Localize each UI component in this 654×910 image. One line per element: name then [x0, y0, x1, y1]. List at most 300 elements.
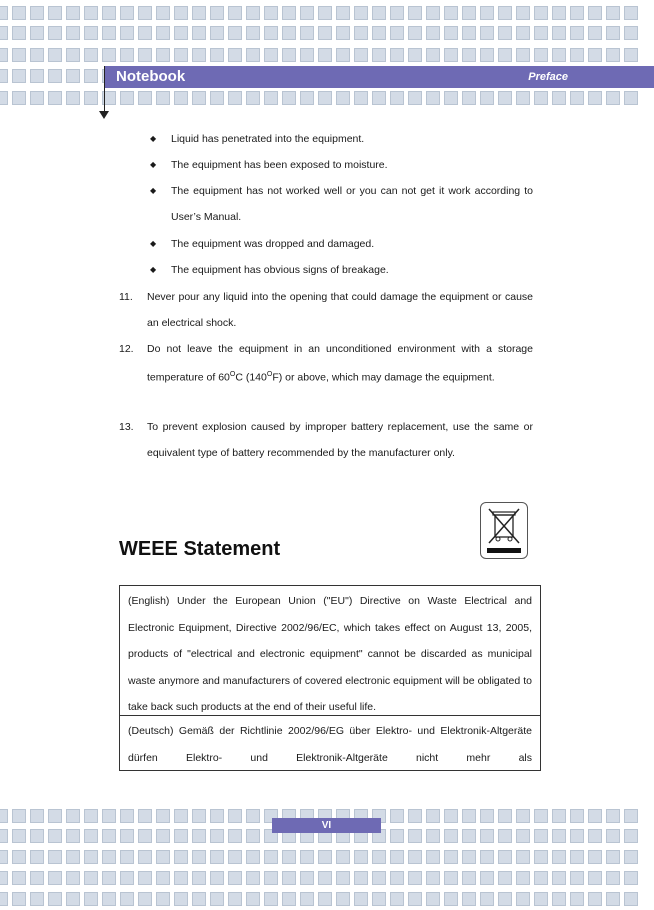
tile — [480, 48, 494, 62]
tile — [246, 809, 260, 823]
tile — [120, 26, 134, 40]
tile — [0, 69, 8, 83]
tile — [30, 26, 44, 40]
tile — [120, 871, 134, 885]
tile — [606, 809, 620, 823]
tile — [102, 850, 116, 864]
tile — [408, 871, 422, 885]
tile — [174, 809, 188, 823]
tile — [30, 6, 44, 20]
tile — [66, 91, 80, 105]
tile — [228, 809, 242, 823]
tile — [534, 809, 548, 823]
tile — [66, 48, 80, 62]
tile — [84, 48, 98, 62]
tile — [12, 26, 26, 40]
tile — [138, 48, 152, 62]
tile — [102, 48, 116, 62]
tile — [192, 892, 206, 906]
tile — [282, 26, 296, 40]
tile — [390, 892, 404, 906]
tile — [264, 26, 278, 40]
tile — [12, 829, 26, 843]
tile — [228, 850, 242, 864]
tile — [570, 26, 584, 40]
tile — [282, 871, 296, 885]
tile — [390, 48, 404, 62]
tile — [228, 892, 242, 906]
tile — [228, 829, 242, 843]
tile — [624, 850, 638, 864]
tile — [624, 809, 638, 823]
tile — [552, 850, 566, 864]
tile — [462, 48, 476, 62]
tile — [498, 829, 512, 843]
tile — [408, 6, 422, 20]
tile — [606, 871, 620, 885]
tile — [480, 26, 494, 40]
tile — [264, 48, 278, 62]
tile — [462, 6, 476, 20]
tile — [102, 892, 116, 906]
tile — [66, 892, 80, 906]
tile — [138, 6, 152, 20]
tile — [534, 850, 548, 864]
tile — [210, 829, 224, 843]
tile — [516, 26, 530, 40]
tile — [462, 26, 476, 40]
tile — [408, 809, 422, 823]
bullet-icon: ◆ — [150, 134, 157, 143]
tile — [174, 871, 188, 885]
tile — [336, 26, 350, 40]
tile — [228, 26, 242, 40]
list-item: ◆ The equipment has obvious signs of breakage. — [171, 257, 533, 283]
tile — [426, 48, 440, 62]
tile — [588, 829, 602, 843]
header-bar — [105, 66, 654, 88]
tile — [192, 91, 206, 105]
tile — [156, 91, 170, 105]
tile — [300, 6, 314, 20]
tile — [372, 850, 386, 864]
tile — [444, 850, 458, 864]
tile — [102, 26, 116, 40]
tile — [624, 892, 638, 906]
tile — [48, 809, 62, 823]
tile — [48, 48, 62, 62]
tile — [588, 26, 602, 40]
tile — [174, 6, 188, 20]
tile — [300, 91, 314, 105]
tile — [48, 829, 62, 843]
tile — [48, 892, 62, 906]
tile — [606, 91, 620, 105]
item-text: To prevent explosion caused by improper battery replacement, use the same or equivalent type of battery recommended by the manufacturer only. — [147, 421, 533, 459]
tile — [120, 829, 134, 843]
tile — [192, 829, 206, 843]
tile — [102, 809, 116, 823]
crossed-out-wheelie-bin-icon — [480, 502, 528, 559]
tile — [30, 829, 44, 843]
tile — [336, 91, 350, 105]
tile — [318, 850, 332, 864]
tile — [102, 6, 116, 20]
tile — [300, 48, 314, 62]
tile — [552, 26, 566, 40]
tile — [174, 91, 188, 105]
tile — [624, 26, 638, 40]
tile — [516, 809, 530, 823]
tile — [192, 26, 206, 40]
tile — [210, 850, 224, 864]
tile — [192, 809, 206, 823]
tile — [588, 850, 602, 864]
tile — [444, 809, 458, 823]
numbered-item — [119, 336, 533, 391]
numbered-item — [119, 284, 533, 336]
tile — [0, 850, 8, 864]
tile — [0, 892, 8, 906]
tile — [588, 809, 602, 823]
tile — [462, 871, 476, 885]
tile — [282, 48, 296, 62]
tile — [66, 6, 80, 20]
tile — [606, 6, 620, 20]
tile — [498, 892, 512, 906]
tile — [606, 829, 620, 843]
tile — [588, 48, 602, 62]
tile — [552, 48, 566, 62]
tile — [66, 850, 80, 864]
tile — [48, 69, 62, 83]
tile — [228, 91, 242, 105]
tile — [138, 91, 152, 105]
tile — [228, 48, 242, 62]
item-number: 11. — [119, 291, 133, 303]
tile — [156, 26, 170, 40]
tile — [588, 892, 602, 906]
tile — [408, 91, 422, 105]
tile — [120, 850, 134, 864]
tile — [498, 850, 512, 864]
tile — [264, 871, 278, 885]
tile — [336, 892, 350, 906]
tile — [444, 48, 458, 62]
down-arrow-icon — [99, 111, 109, 119]
tile — [210, 809, 224, 823]
tile — [246, 892, 260, 906]
tile — [156, 892, 170, 906]
tile — [390, 91, 404, 105]
tile — [426, 91, 440, 105]
tile — [84, 26, 98, 40]
tile-row — [0, 892, 638, 906]
tile — [120, 809, 134, 823]
tile — [426, 871, 440, 885]
tile — [12, 48, 26, 62]
tile — [426, 829, 440, 843]
bullet-icon: ◆ — [150, 239, 157, 248]
tile — [66, 871, 80, 885]
tile — [66, 809, 80, 823]
tile — [48, 26, 62, 40]
tile — [354, 26, 368, 40]
tile — [318, 48, 332, 62]
tile — [354, 850, 368, 864]
header-vertical-line — [104, 66, 105, 112]
tile — [606, 892, 620, 906]
tile — [570, 892, 584, 906]
tile — [0, 91, 8, 105]
tile — [246, 871, 260, 885]
tile — [174, 829, 188, 843]
tile — [0, 829, 8, 843]
tile — [138, 829, 152, 843]
tile — [498, 48, 512, 62]
tile — [84, 809, 98, 823]
tile-row — [0, 6, 638, 20]
tile — [138, 26, 152, 40]
tile — [336, 6, 350, 20]
tile — [570, 48, 584, 62]
tile — [570, 91, 584, 105]
tile — [462, 829, 476, 843]
tile — [174, 26, 188, 40]
tile — [624, 91, 638, 105]
tile-row — [0, 48, 638, 62]
tile — [318, 91, 332, 105]
tile — [120, 91, 134, 105]
tile — [498, 26, 512, 40]
tile — [102, 829, 116, 843]
numbered-item — [119, 414, 533, 466]
tile — [516, 6, 530, 20]
tile — [588, 6, 602, 20]
tile — [336, 48, 350, 62]
tile — [66, 829, 80, 843]
tile — [138, 850, 152, 864]
tile — [30, 809, 44, 823]
tile — [84, 892, 98, 906]
tile — [156, 48, 170, 62]
tile — [552, 91, 566, 105]
tile — [588, 91, 602, 105]
tile-row — [0, 91, 638, 105]
weee-english-text: (English) Under the European Union ("EU") Directive on Waste Electrical and Electronic Equipment, Directive 2002/96/EC, which takes effect on August 13, 2005, products of "electrical and electronic equipment" cannot be discarded as municipal waste anymore and manufacturers of covered electronic equipment will be obligated to take back such products at the end of their useful life. — [119, 585, 541, 716]
tile — [480, 829, 494, 843]
item-text: Do not leave the equipment in an unconditioned environment with a storage temperature of $60^OC$ $(140^OF)$ or above, which may damage the equipment. — [147, 343, 533, 384]
tile — [408, 48, 422, 62]
tile — [66, 26, 80, 40]
tile — [426, 892, 440, 906]
tile — [570, 6, 584, 20]
tile — [390, 850, 404, 864]
tile — [354, 6, 368, 20]
tile — [552, 6, 566, 20]
tile — [0, 871, 8, 885]
tile — [210, 48, 224, 62]
tile — [300, 871, 314, 885]
tile — [156, 829, 170, 843]
tile — [534, 91, 548, 105]
tile — [426, 809, 440, 823]
tile — [552, 892, 566, 906]
tile — [84, 6, 98, 20]
page-number: VI — [272, 818, 381, 833]
tile — [624, 6, 638, 20]
tile — [84, 871, 98, 885]
tile — [156, 6, 170, 20]
tile — [282, 892, 296, 906]
tile — [498, 809, 512, 823]
tile — [120, 48, 134, 62]
tile — [534, 829, 548, 843]
tile — [516, 892, 530, 906]
tile — [12, 6, 26, 20]
list-item: ◆ The equipment was dropped and damaged. — [171, 231, 533, 257]
tile — [264, 850, 278, 864]
tile-row — [0, 871, 638, 885]
bullet-icon: ◆ — [150, 265, 157, 274]
tile — [138, 892, 152, 906]
tile — [120, 6, 134, 20]
document-title: Notebook — [116, 68, 186, 85]
tile — [516, 91, 530, 105]
tile — [372, 871, 386, 885]
tile — [84, 829, 98, 843]
tile — [372, 6, 386, 20]
tile — [210, 91, 224, 105]
tile — [606, 48, 620, 62]
tile — [300, 850, 314, 864]
tile — [570, 871, 584, 885]
tile — [606, 26, 620, 40]
tile — [228, 6, 242, 20]
tile — [552, 829, 566, 843]
tile — [192, 48, 206, 62]
item-number: 12. — [119, 343, 134, 355]
tile — [12, 809, 26, 823]
tile — [480, 809, 494, 823]
tile — [210, 6, 224, 20]
tile — [246, 850, 260, 864]
tile — [570, 809, 584, 823]
tile — [534, 871, 548, 885]
tile — [174, 850, 188, 864]
tile — [30, 69, 44, 83]
tile — [372, 26, 386, 40]
tile — [0, 6, 8, 20]
tile — [390, 26, 404, 40]
tile — [138, 809, 152, 823]
tile — [318, 26, 332, 40]
tile — [282, 91, 296, 105]
tile — [498, 871, 512, 885]
tile — [264, 892, 278, 906]
tile — [156, 850, 170, 864]
tile — [462, 809, 476, 823]
tile — [372, 892, 386, 906]
tile — [390, 6, 404, 20]
tile — [30, 892, 44, 906]
tile — [192, 850, 206, 864]
tile — [246, 26, 260, 40]
tile — [210, 871, 224, 885]
list-item: ◆ The equipment has been exposed to moisture. — [171, 152, 533, 178]
tile — [210, 26, 224, 40]
tile — [336, 871, 350, 885]
tile — [156, 809, 170, 823]
tile — [12, 871, 26, 885]
tile — [300, 26, 314, 40]
tile — [408, 829, 422, 843]
tile — [282, 850, 296, 864]
tile — [498, 91, 512, 105]
tile — [516, 850, 530, 864]
tile — [228, 871, 242, 885]
tile — [570, 850, 584, 864]
tile — [66, 69, 80, 83]
tile — [156, 871, 170, 885]
tile — [426, 6, 440, 20]
list-item: ◆ Liquid has penetrated into the equipment. — [171, 126, 533, 152]
tile — [354, 91, 368, 105]
tile — [174, 48, 188, 62]
tile — [0, 809, 8, 823]
tile — [480, 871, 494, 885]
tile — [48, 850, 62, 864]
tile — [48, 6, 62, 20]
tile — [12, 91, 26, 105]
tile — [210, 892, 224, 906]
tile — [192, 871, 206, 885]
tile — [246, 829, 260, 843]
header-tile-pattern — [0, 0, 654, 110]
tile — [480, 6, 494, 20]
tile — [444, 892, 458, 906]
tile — [30, 91, 44, 105]
tile — [462, 850, 476, 864]
tile — [192, 6, 206, 20]
tile — [372, 91, 386, 105]
bullet-icon: ◆ — [150, 186, 157, 195]
tile-row — [0, 850, 638, 864]
tile — [246, 6, 260, 20]
tile — [30, 871, 44, 885]
list-item: ◆ The equipment has not worked well or you can not get it work according to User’s Manual. — [171, 178, 533, 230]
tile — [534, 48, 548, 62]
tile — [318, 6, 332, 20]
tile — [498, 6, 512, 20]
tile — [552, 809, 566, 823]
tile — [30, 850, 44, 864]
tile — [264, 91, 278, 105]
tile — [408, 26, 422, 40]
tile — [246, 48, 260, 62]
tile — [390, 871, 404, 885]
tile — [462, 91, 476, 105]
tile — [480, 850, 494, 864]
tile — [48, 871, 62, 885]
tile — [354, 892, 368, 906]
tile — [444, 871, 458, 885]
bullet-icon: ◆ — [150, 160, 157, 169]
tile — [336, 850, 350, 864]
tile — [426, 26, 440, 40]
tile — [516, 871, 530, 885]
tile — [390, 829, 404, 843]
